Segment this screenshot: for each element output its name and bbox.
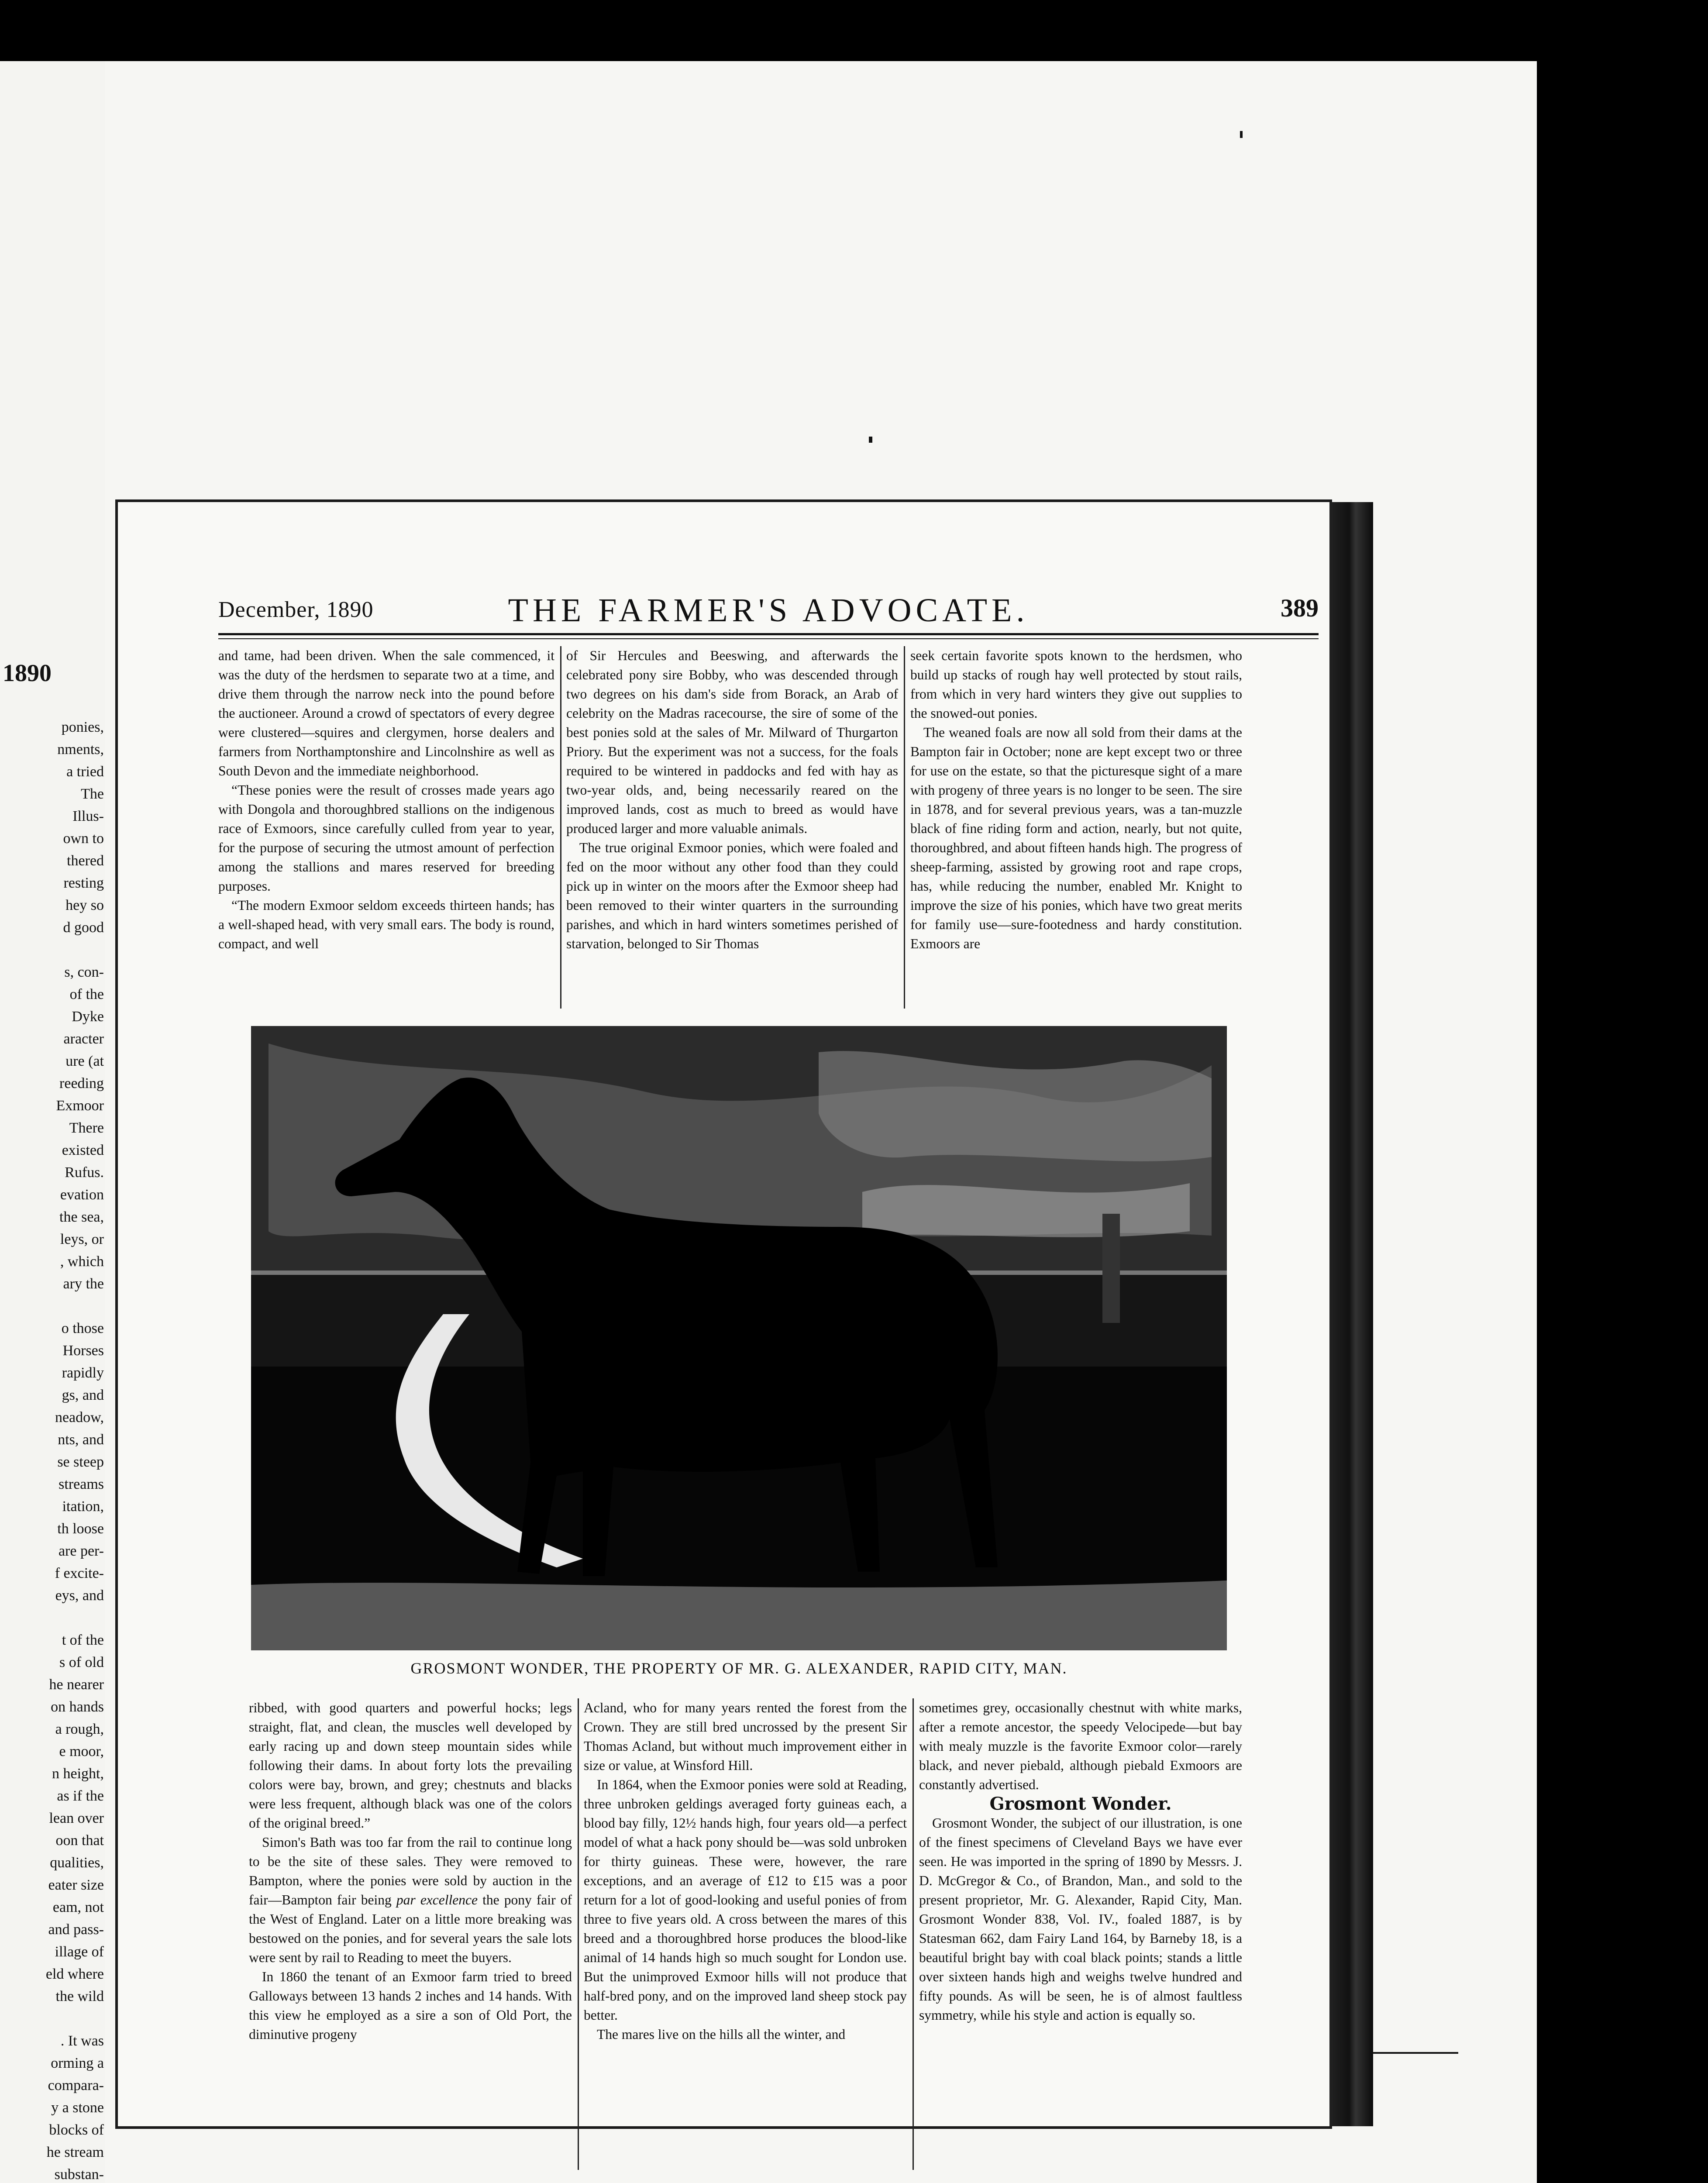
left-page-line: ponies,: [61, 719, 104, 735]
left-page-line: resting: [63, 875, 104, 891]
book-binding: [1329, 502, 1373, 2126]
left-page-line: [3, 1295, 104, 1317]
lower-column-2: [584, 1698, 907, 2044]
left-page-line: [3, 1607, 104, 1629]
left-page-line: nments,: [57, 741, 104, 758]
paragraph: [249, 1833, 572, 1967]
left-page-line: evation: [60, 1187, 104, 1203]
italic-phrase: par excellence: [396, 1892, 478, 1908]
paragraph: seek certain favorite spots known to the herdsmen, who build up stacks of rough hay well protected by stout rails, from which in very hard winters they give out supplies to the snowed-out ponies.: [910, 648, 1242, 721]
left-page-line: ure (at: [65, 1053, 104, 1069]
left-page-line: d good: [63, 919, 104, 936]
left-page-line: are per-: [58, 1543, 104, 1559]
paragraph: In 1860 the tenant of an Exmoor farm tried to breed Galloways between 13 hands 2 inches and 14 hands. With this view he employed as a sire a son of Old Port, the diminutive progeny: [249, 1969, 572, 2042]
left-page-line: illage of: [55, 1944, 104, 1960]
left-page-line: qualities,: [50, 1855, 104, 1871]
horse-engraving: [251, 1026, 1227, 1650]
left-page-line: [3, 939, 104, 961]
left-page-line: The: [81, 786, 104, 802]
left-page-line: a tried: [66, 764, 104, 780]
left-page-line: s of old: [59, 1654, 104, 1670]
left-page-line: There: [69, 1120, 104, 1136]
left-page-line: neadow,: [55, 1409, 104, 1425]
left-page-line: own to: [63, 830, 104, 847]
left-page-line: Horses: [62, 1343, 104, 1359]
lower-column-1: [249, 1698, 572, 2044]
left-page-line: eater size: [48, 1877, 104, 1893]
left-page-line: Illus-: [72, 808, 104, 824]
left-page-line: , which: [60, 1253, 104, 1270]
left-page-line: [3, 2007, 104, 2030]
left-page-line: rapidly: [62, 1365, 104, 1381]
upper-column-3: [910, 646, 1242, 954]
left-page-line: reeding: [59, 1075, 104, 1092]
scan-speck: [1240, 131, 1243, 138]
page-header: [218, 587, 1319, 631]
left-page-line: and pass-: [48, 1921, 104, 1938]
section-heading: Grosmont Wonder.: [989, 1794, 1172, 1814]
paragraph: The true original Exmoor ponies, which were foaled and fed on the moor without any other food than they could pick up in winter on the moors after the Exmoor sheep had been removed to their winter quarters in the surrounding parishes, and which in hard winters sometimes perished of starvation, belonged to Sir Thomas: [566, 840, 898, 951]
paragraph-text: Simon's Bath was too far from the rail to continue long to be the site of these sales. They were removed to Bampton, where the ponies were sold by auction in the fair—Bampton fair being: [249, 1835, 572, 1908]
paragraph: Grosmont Wonder, the subject of our illustration, is one of the finest specimens of Cleveland Bays we have ever seen. He was imported in the spring of 1890 by Messrs. J. D. McGregor & Co., of Brandon, Man., and sold to the present proprietor, Mr. G. Alexander, Rapid City, Man. Grosmont Wonder 838, Vol. IV., foaled 1887, is by Statesman 662, dam Fairy Land 164, by Barneby 18, is a beautiful bright bay with coal black points; stands a little over sixteen hands high and weighs twelve hundred and fifty pounds. As will be seen, he is of almost faultless symmetry, while his style and action is equally so.: [919, 1815, 1242, 2023]
left-page-line: n height,: [52, 1766, 104, 1782]
left-page-line: eys, and: [55, 1587, 104, 1604]
left-page-fragment: [0, 61, 105, 2183]
left-page-line: e moor,: [59, 1743, 104, 1759]
left-page-line: leys, or: [60, 1231, 104, 1247]
upper-column-2: [566, 646, 898, 954]
upper-column-1: [218, 646, 554, 954]
left-page-line: itation,: [62, 1498, 104, 1515]
illustration-caption: GROSMONT WONDER, THE PROPERTY OF MR. G. ALEXANDER, RAPID CITY, MAN.: [410, 1660, 1068, 1677]
column-divider: [578, 1698, 579, 2170]
left-page-line: substan-: [54, 2166, 104, 2183]
masthead-title: THE FARMER'S ADVOCATE.: [508, 592, 1029, 629]
left-page-line: he nearer: [49, 1677, 104, 1693]
paragraph: and tame, had been driven. When the sale commenced, it was the duty of the herdsmen to separate two at a time, and drive them through the narrow neck into the pound before the auctioneer. Around a crowd of spectators of every degree were clustered—squires and clergymen, horse dealers and farmers from Northamptonshire and Lincolnshire as well as South Devon and the immediate neighborhood.: [218, 648, 554, 778]
left-page-line: o those: [61, 1320, 104, 1336]
left-page-line: lean over: [49, 1810, 104, 1826]
left-page-line: eam, not: [52, 1899, 104, 1915]
column-divider: [560, 646, 561, 1009]
paragraph: “These ponies were the result of crosses made years ago with Dongola and thoroughbred stallions on the indigenous race of Exmoors, since carefully culled from year to year, for the purpose of securing the utmost amount of perfection among the stallions and mares reserved for breeding purposes.: [218, 782, 554, 894]
left-page-line: the sea,: [59, 1209, 104, 1225]
left-page-line: . It was: [60, 2033, 104, 2049]
left-page-text: [3, 716, 104, 2183]
left-page-line: hey so: [65, 897, 104, 913]
left-page-line: th loose: [57, 1521, 104, 1537]
paragraph: In 1864, when the Exmoor ponies were sold at Reading, three unbroken geldings averaged forty guineas each, a blood bay filly, 12½ hands high, four years old—a perfect model of what a hack pony should be—was sold unbroken for thirty guineas. These were, however, the rare exceptions, and an average of £12 to £15 was a poor return for a lot of good-looking and useful ponies of from three to five years old. A cross between the mares of this breed and a thoroughbred horse produces the blood-like animal of 14 hands high so much sought for London use. But the unimproved Exmoor hills will not produce that half-bred pony, and on the improved land sheep stock pay better.: [584, 1777, 907, 2023]
paragraph: “The modern Exmoor seldom exceeds thirteen hands; has a well-shaped head, with very small ears. The body is round, compact, and well: [218, 898, 554, 951]
left-page-line: Dyke: [72, 1009, 104, 1025]
left-page-line: Exmoor: [56, 1098, 104, 1114]
left-page-line: aracter: [63, 1031, 104, 1047]
left-page-line: oon that: [55, 1832, 104, 1849]
left-page-year: 1890: [3, 660, 52, 687]
left-page-line: blocks of: [49, 2122, 104, 2138]
paragraph: The mares live on the hills all the winter, and: [597, 2027, 846, 2042]
paragraph: The weaned foals are now all sold from their dams at the Bampton fair in October; none are kept except two or three for use on the estate, so that the picturesque sight of a mare with progeny of three years is no longer to be seen. The sire in 1878, and for several previous years, was a tan-muzzle black of fine riding form and action, nearly, but not quite, thoroughbred, and about fifteen hands high. The progress of sheep-farming, assisted by growing root and rape crops, has, while reducing the number, enabled Mr. Knight to improve the size of his ponies, which have two great merits for family use—sure-footedness and hardy constitution. Exmoors are: [910, 725, 1242, 951]
paragraph-text: the pony fair of the West of England. Later on a little more breaking was bestowed on the ponies, and for several years the sale lots were sent by rail to Reading to meet the buyers.: [249, 1892, 572, 1965]
page-number: 389: [1281, 594, 1319, 622]
left-page-line: s, con-: [64, 964, 104, 980]
left-page-line: f excite-: [55, 1565, 104, 1581]
paragraph: sometimes grey, occasionally chestnut with white marks, after a remote ancestor, the speedy Velocipede—but bay with mealy muzzle is the favorite Exmoor color—rarely black, and never piebald, although piebald Exmoors are constantly advertised.: [919, 1700, 1242, 1792]
column-divider: [904, 646, 905, 1009]
header-rule-bottom: [218, 638, 1319, 639]
left-page-line: thered: [67, 853, 104, 869]
left-page-line: existed: [62, 1142, 104, 1158]
scan-speck: [869, 437, 872, 443]
horse-illustration: [251, 1026, 1227, 1650]
left-page-line: orming a: [51, 2055, 104, 2071]
left-page-line: on hands: [51, 1699, 104, 1715]
left-page-line: ary the: [63, 1276, 104, 1292]
header-rule-top: [218, 633, 1319, 635]
left-page-line: a rough,: [55, 1721, 104, 1737]
left-page-line: nts, and: [58, 1432, 104, 1448]
left-page-line: t of the: [62, 1632, 104, 1648]
newspaper-page: [118, 502, 1329, 2126]
left-page-line: he stream: [46, 2144, 104, 2160]
left-page-line: as if the: [57, 1788, 104, 1804]
paragraph: of Sir Hercules and Beeswing, and afterwards the celebrated pony sire Bobby, who was descended through two degrees on his dam's side from Borack, an Arab of celebrity on the Madras racecourse, the sire of some of the best ponies sold at the sales of Mr. Milward of Thurgarton Priory. But the experiment was not a success, for the foals required to be wintered in paddocks and fed with hay as two-year olds, and, being necessarily reared on the improved lands, cost as much to breed as would have produced larger and more valuable animals.: [566, 648, 898, 836]
scan-speck: [1371, 2052, 1458, 2054]
left-page-line: eld where: [45, 1966, 104, 1982]
left-page-line: se steep: [57, 1454, 104, 1470]
left-page-line: of the: [69, 986, 104, 1002]
left-page-line: y a stone: [51, 2100, 104, 2116]
left-page-line: streams: [59, 1476, 104, 1492]
left-page-line: the wild: [55, 1988, 104, 2004]
column-divider: [913, 1698, 914, 2170]
left-page-line: gs, and: [62, 1387, 104, 1403]
paragraph: Acland, who for many years rented the forest from the Crown. They are still bred uncrossed by the present Sir Thomas Acland, but without much improvement either in size or value, at Winsford Hill.: [584, 1700, 907, 1773]
paragraph: ribbed, with good quarters and powerful hocks; legs straight, flat, and clean, the muscles well developed by early racing up and down steep mountain sides while following their dams. In about forty lots the prevailing colors were bay, brown, and grey; chestnuts and blacks were less frequent, although black was one of the colors of the original breed.”: [249, 1700, 572, 1831]
left-page-line: compara-: [48, 2077, 104, 2093]
left-page-line: Rufus.: [65, 1164, 104, 1181]
issue-date: December, 1890: [218, 597, 374, 622]
lower-column-3: [919, 1698, 1242, 2025]
